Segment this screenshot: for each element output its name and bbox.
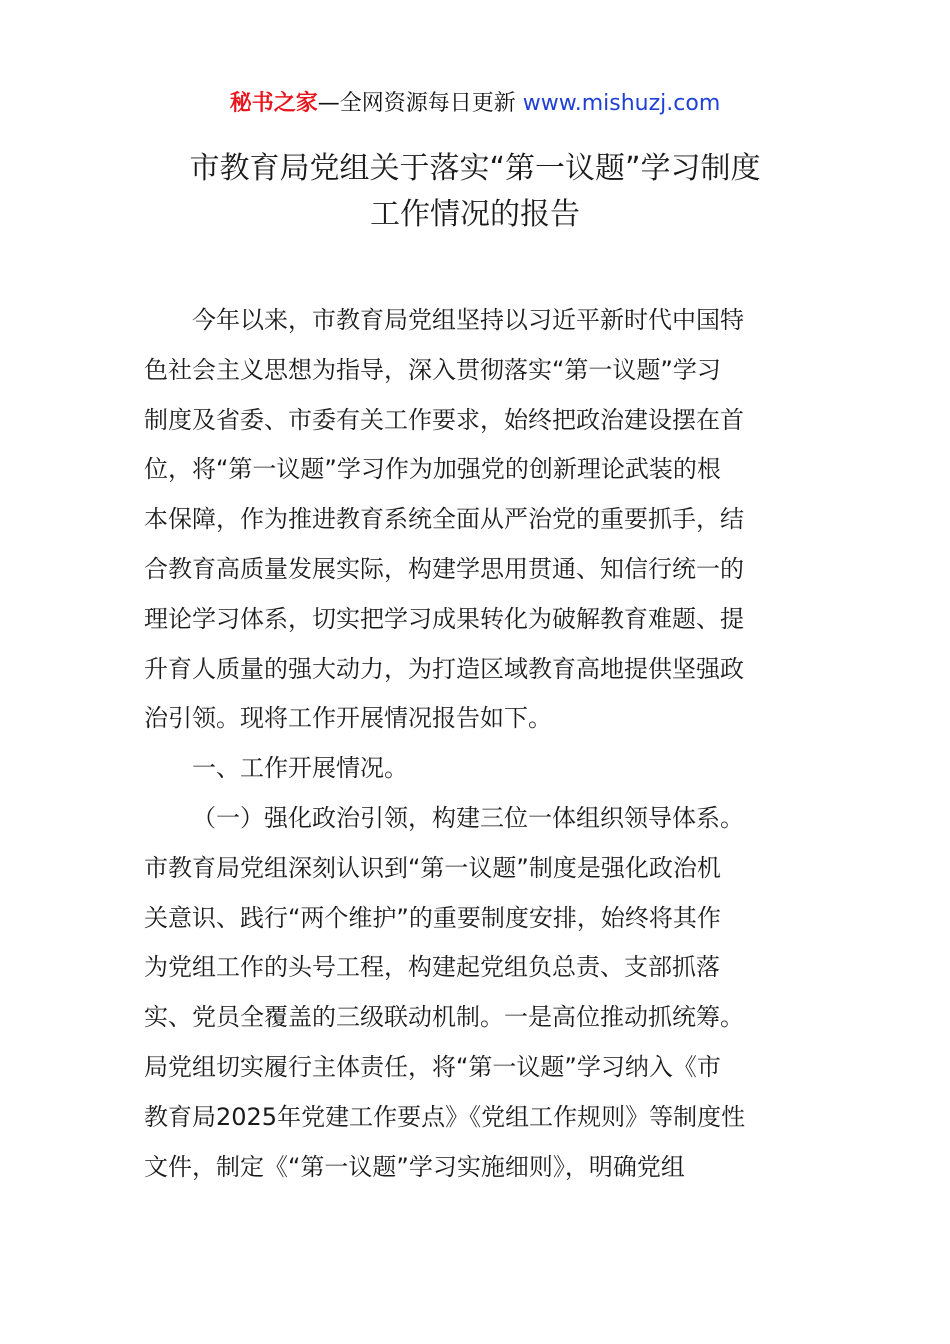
paragraph-1-line: 位，将“第一议题”学习作为加强党的创新理论武装的根	[144, 455, 721, 484]
paragraph-1-line: 制度及省委、市委有关工作要求，始终把政治建设摆在首	[144, 405, 744, 434]
paragraph-1-line: 理论学习体系，切实把学习成果转化为破解教育难题、提	[144, 604, 744, 633]
document-title	[100, 146, 850, 238]
document-title-line-2: 工作情况的报告	[370, 197, 580, 232]
paragraph-2-line: 教育局2025年党建工作要点》《党组工作规则》等制度性	[144, 1102, 746, 1131]
subsection-heading-1: （一）强化政治引领，构建三位一体组织领导体系。	[192, 803, 744, 832]
paragraph-1-line: 治引领。现将工作开展情况报告如下。	[144, 704, 552, 733]
paragraph-1-line: 升育人质量的强大动力，为打造区域教育高地提供坚强政	[144, 654, 744, 683]
site-name: 秘书之家	[229, 91, 318, 116]
paragraph-1-line: 合教育高质量发展实际，构建学思用贯通、知信行统一的	[144, 554, 744, 583]
paragraph-1-line: 本保障，作为推进教育系统全面从严治党的重要抓手，结	[144, 505, 744, 534]
site-slogan: —全网资源每日更新	[317, 91, 523, 116]
paragraph-1-line: 色社会主义思想为指导，深入贯彻落实“第一议题”学习	[144, 355, 721, 384]
paragraph-2-line: 为党组工作的头号工程，构建起党组负总责、支部抓落	[144, 953, 720, 982]
paragraph-2-line: 实、党员全覆盖的三级联动机制。一是高位推动抓统筹。	[144, 1003, 744, 1032]
paragraph-2-line: 文件，制定《“第一议题”学习实施细则》，明确党组	[144, 1152, 685, 1181]
site-header	[0, 88, 950, 120]
site-url-link[interactable]: www.mishuzj.com	[522, 91, 721, 116]
paragraph-2-line: 市教育局党组深刻认识到“第一议题”制度是强化政治机	[144, 853, 721, 882]
paragraph-1-line: 今年以来，市教育局党组坚持以习近平新时代中国特	[192, 306, 744, 334]
paragraph-2-line: 关意识、践行“两个维护”的重要制度安排，始终将其作	[144, 903, 721, 932]
document-body	[144, 296, 808, 1192]
section-heading-1: 一、工作开展情况。	[192, 754, 408, 783]
paragraph-2-line: 局党组切实履行主体责任，将“第一议题”学习纳入《市	[144, 1052, 721, 1081]
document-title-line-1: 市教育局党组关于落实“第一议题”学习制度	[189, 151, 761, 186]
